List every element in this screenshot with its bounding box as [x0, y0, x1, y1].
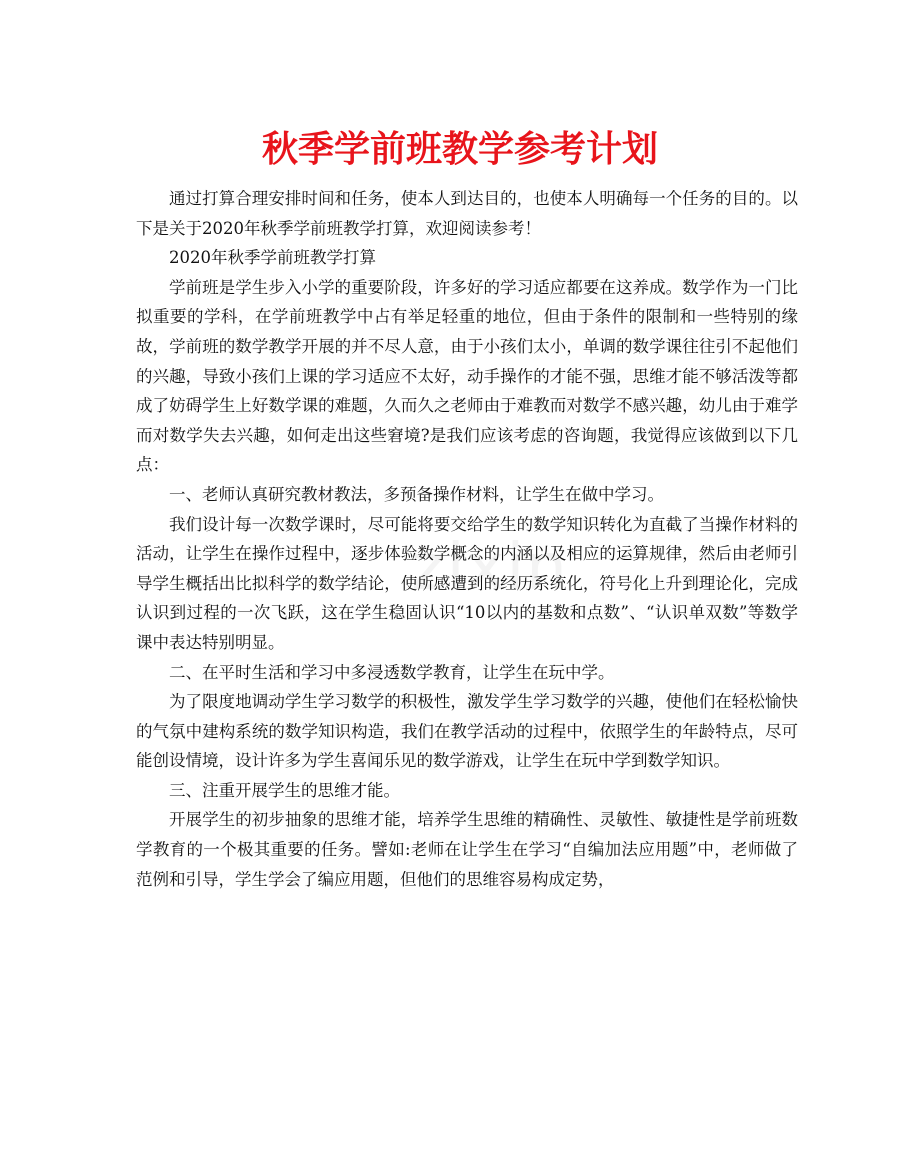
paragraph-point-2-body: 为了限度地调动学生学习数学的积极性，激发学生学习数学的兴趣，使他们在轻松愉快的气氛中建构系统的数学知识构造，我们在教学活动的过程中，依照学生的年龄特点，尽可能创设情境，设计许多为学生喜闻乐见的数学游戏，让学生在玩中学到数学知识。: [136, 692, 798, 771]
paragraph-point-3-heading: 三、注重开展学生的思维才能。: [169, 780, 400, 800]
paragraph-point-1-heading: 一、老师认真研究教材教法，多预备操作材料，让学生在做中学习。: [169, 484, 664, 504]
paragraph-point-2-heading: 二、在平时生活和学习中多浸透数学教育，让学生在玩中学。: [169, 662, 615, 682]
watermark: zixin: [411, 531, 569, 605]
paragraph-subtitle: 2020年秋季学前班教学打算: [169, 248, 376, 268]
paragraph-point-3-body: 开展学生的初步抽象的思维才能，培养学生思维的精确性、灵敏性、敏捷性是学前班数学教育的一个极其重要的任务。譬如:老师在让学生在学习“自编加法应用题”中，老师做了范例和引导，学生学会了编应用题，但他们的思维容易构成定势，: [136, 810, 798, 889]
paragraph-point-1-body: 我们设计每一次数学课时，尽可能将要交给学生的数学知识转化为直截了当操作材料的活动，让学生在操作过程中，逐步体验数学概念的内涵以及相应的运算规律，然后由老师引导学生概括出比拟科学的数学结论，使所感遭到的经历系统化，符号化上升到理论化，完成认识到过程的一次飞跃，这在学生稳固认识“10以内的基数和点数”、“认识单双数”等数学课中表达特别明显。: [136, 514, 798, 652]
paragraph-background: 学前班是学生步入小学的重要阶段，许多好的学习适应都要在这养成。数学作为一门比拟重要的学科，在学前班教学中占有举足轻重的地位，但由于条件的限制和一些特别的缘故，学前班的数学教学开展的并不尽人意，由于小孩们太小，单调的数学课往往引不起他们的兴趣，导致小孩们上课的学习适应不太好，动手操作的才能不强，思维才能不够活泼等都成了妨碍学生上好数学课的难题，久而久之老师由于难教而对数学不感兴趣，幼儿由于难学而对数学失去兴趣，如何走出这些窘境?是我们应该考虑的咨询题，我觉得应该做到以下几点：: [136, 277, 798, 475]
document-body: [136, 184, 798, 894]
paragraph-intro: 通过打算合理安排时间和任务，使本人到达目的，也使本人明确每一个任务的目的。以下是关于2020年秋季学前班教学打算，欢迎阅读参考！: [136, 189, 798, 238]
document-title: 秋季学前班教学参考计划: [261, 129, 658, 170]
